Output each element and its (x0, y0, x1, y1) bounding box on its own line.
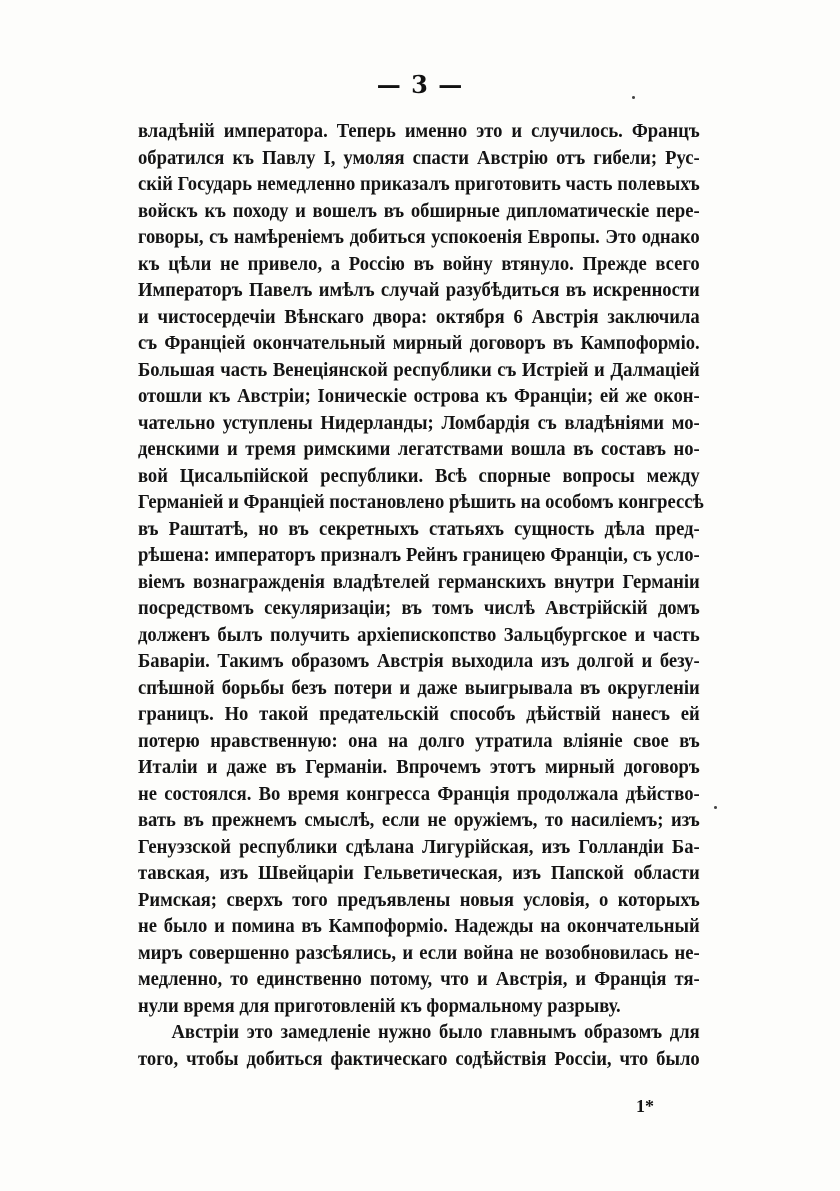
text-line: и чистосердечіи Вѣнскаго двора: октября 6 Австрія заключила (138, 305, 700, 328)
text-line: віемъ вознагражденія владѣтелей германскихъ внутри Германіи (138, 570, 700, 593)
text-line: Баваріи. Такимъ образомъ Австрія выходила изъ долгой и безу- (138, 650, 700, 672)
text-line: Римская; сверхъ того предъявлены новыя условія, о которыхъ (138, 888, 700, 911)
text-line: скій Государь немедленно приказалъ приготовить часть полевыхъ (138, 173, 700, 195)
page-number: — 3 — (376, 70, 464, 99)
text-line: Австріи это замедленіе нужно было главнымъ образомъ для (171, 1021, 700, 1043)
text-line: Генуэзской республики сдѣлана Лигурійская, изъ Голландіи Ба- (138, 835, 700, 858)
text-line: потерю нравственную: она на долго утратила вліяніе свое въ (138, 729, 700, 752)
print-speck (714, 806, 717, 809)
text-line: того, чтобы добиться фактическаго содѣйствія Россіи, что было (138, 1047, 700, 1070)
text-line: Германіей и Франціей постановлено рѣшить на особомъ конгрессѣ (138, 491, 704, 513)
text-line: долженъ былъ получить архіепископство Зальцбургское и часть (138, 623, 700, 646)
text-line: владѣній императора. Теперь именно это и случилось. Францъ (138, 120, 700, 142)
text-line: съ Франціей окончательный мирный договоръ въ Кампоформіо. (138, 332, 700, 354)
text-line: войскъ къ походу и вошелъ въ обширные дипломатическіе пере- (138, 199, 700, 222)
text-line: медленно, то единственно потому, что и Австрія, и Франція тя- (138, 968, 700, 990)
text-line: Большая часть Венеціянской республики съ Истріей и Далмаціей (138, 358, 700, 381)
text-line: Императоръ Павелъ имѣлъ случай разубѣдиться въ искренности (138, 279, 700, 301)
text-line: вой Цисальпійской республики. Всѣ спорные вопросы между (138, 464, 700, 487)
text-line: границъ. Но такой предательскій способъ дѣйствій нанесъ ей (138, 703, 700, 725)
text-line: отошли къ Австріи; Іоническіе острова къ Франціи; ей же окон- (138, 385, 700, 407)
text-line: говоры, съ намѣреніемъ добиться успокоенія Европы. Это однако (138, 226, 700, 248)
text-line: не состоялся. Во время конгресса Франція продолжала дѣйство- (138, 782, 700, 805)
signature-mark: 1* (636, 1096, 654, 1116)
text-line: Италіи и даже въ Германіи. Впрочемъ этотъ мирный договоръ (138, 756, 700, 778)
text-line: рѣшена: императоръ призналъ Рейнъ границею Франціи, съ усло- (138, 544, 700, 566)
text-line: вать въ прежнемъ смыслѣ, если не оружіемъ, то насиліемъ; изъ (138, 809, 700, 831)
text-line: чательно уступлены Нидерланды; Ломбардія съ владѣніями мо- (138, 411, 700, 434)
text-line: тавская, изъ Швейцаріи Гельветическая, изъ Папской области (138, 862, 700, 884)
paragraph-1 (138, 118, 704, 1019)
text-line: не было и помина въ Кампоформіо. Надежды на окончательный (138, 915, 700, 937)
print-speck (632, 96, 635, 99)
text-line: нули время для приготовленій къ формальному разрыву. (138, 994, 621, 1017)
text-line: обратился къ Павлу I, умоляя спасти Австрію отъ гибели; Рус- (138, 146, 700, 169)
text-line: миръ совершенно разсѣялись, и если война не возобновилась не- (138, 941, 700, 964)
text-line: денскими и тремя римскими легатствами вошла въ составъ но- (138, 438, 700, 460)
text-line: посредствомъ секуляризаціи; въ томъ числѣ Австрійскій домъ (138, 597, 700, 619)
paragraph-2 (138, 1019, 700, 1072)
body-text (138, 118, 704, 1072)
text-line: къ цѣли не привело, а Россію въ войну втянуло. Прежде всего (138, 252, 700, 275)
text-line: въ Раштатѣ, но въ секретныхъ статьяхъ сущность дѣла пред- (138, 517, 700, 540)
text-line: спѣшной борьбы безъ потери и даже выигрывала въ округленіи (138, 676, 700, 699)
